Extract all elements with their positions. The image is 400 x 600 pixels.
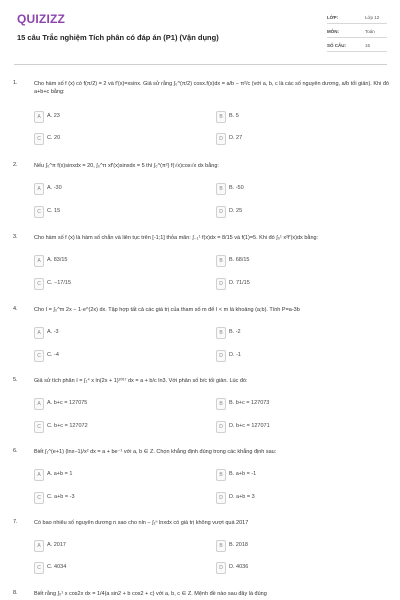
option-text: A. 83/15: [47, 257, 68, 263]
option-letter-badge: D: [216, 278, 226, 290]
option-text: D. 4036: [229, 564, 249, 570]
answer-option-a[interactable]: [34, 183, 204, 195]
question-number: 1.: [13, 80, 18, 86]
answer-option-c[interactable]: [34, 492, 204, 504]
option-text: A. 2017: [47, 542, 66, 548]
option-letter-badge: D: [216, 350, 226, 362]
question-number: 6.: [13, 448, 18, 454]
question-text: Cho hàm số f (x) có f(π/2) = 2 và f'(x)=xsinx. Giả sử rằng ∫₀^(π/2) cosx.f(x)dx = a/b − π²/c (với a, b, c là các số nguyên dương, a/b tối giản). Khi đó a+b+c bằng:: [34, 81, 389, 95]
option-letter-badge: D: [216, 562, 226, 574]
answer-option-b[interactable]: [216, 327, 386, 339]
meta-value: Toán: [365, 29, 375, 34]
option-letter-badge: D: [216, 492, 226, 504]
option-text: C. -4: [47, 352, 59, 358]
option-text: C. 20: [47, 135, 61, 141]
option-letter-badge: C: [34, 133, 44, 145]
answer-option-c[interactable]: [34, 350, 204, 362]
answer-option-a[interactable]: [34, 111, 204, 123]
meta-label: MÔN:: [327, 29, 339, 34]
meta-value: Lớp 12: [365, 15, 380, 20]
option-letter-badge: B: [216, 398, 226, 410]
option-letter-badge: D: [216, 133, 226, 145]
question-text: Giả sử tích phân I = ∫₁⁴ x ln(2x + 1)²⁰¹⁷ dx = a + b/c ln3. Với phân số b/c tối giản. Lúc đó:: [34, 378, 248, 384]
option-text: C. b+c = 127072: [47, 423, 88, 429]
answer-option-a[interactable]: [34, 398, 204, 410]
option-text: C. −17/15: [47, 280, 72, 286]
option-text: D. 25: [229, 208, 243, 214]
option-text: A. a+b = 1: [47, 471, 73, 477]
quizizz-logo[interactable]: QUIZIZZ: [17, 12, 66, 26]
answer-option-a[interactable]: [34, 540, 204, 552]
question-number: 4.: [13, 306, 18, 312]
answer-option-d[interactable]: [216, 421, 386, 433]
question-text: Cho I = ∫₀^m 2x − 1·e^(2x) dx. Tập hợp tất cả các giá trị của tham số m để I < m là khoảng (a;b). Tính P=a-3b: [34, 307, 300, 313]
answer-option-d[interactable]: [216, 562, 386, 574]
meta-value: 15: [365, 43, 371, 48]
option-text: B. 2018: [229, 542, 248, 548]
option-text: D. -1: [229, 352, 241, 358]
answer-option-b[interactable]: [216, 183, 386, 195]
question-number: 7.: [13, 519, 18, 525]
answer-option-a[interactable]: [34, 327, 204, 339]
question-text: Có bao nhiêu số nguyên dương n sao cho nln − ∫₁ⁿ lnxdx có giá trị không vượt quá 2017: [34, 520, 249, 526]
option-letter-badge: B: [216, 111, 226, 123]
option-text: D. 27: [229, 135, 243, 141]
answer-option-a[interactable]: [34, 255, 204, 267]
question-text: Nếu ∫₀^π f(x)sinxdx = 20, ∫₀^π xf'(x)sinxdx = 5 thì ∫₀^(π²) f(√x)cos√x dx bằng:: [34, 163, 219, 169]
document-header: [0, 0, 400, 62]
option-letter-badge: C: [34, 350, 44, 362]
question-text: Cho hàm số f (x) là hàm số chẵn và liên tục trên [-1;1] thỏa mãn: ∫₋₁¹ f(x)dx = 8/15 và f(1)=5. Khi đó ∫₀¹ x²f'(x)dx bằng:: [34, 235, 319, 241]
answer-option-c[interactable]: [34, 421, 204, 433]
option-letter-badge: A: [34, 255, 44, 267]
option-letter-badge: B: [216, 469, 226, 481]
answer-option-d[interactable]: [216, 206, 386, 218]
meta-row-subject: [327, 28, 387, 38]
option-text: D. 71/15: [229, 280, 250, 286]
option-letter-badge: C: [34, 421, 44, 433]
answer-option-c[interactable]: [34, 562, 204, 574]
option-letter-badge: A: [34, 469, 44, 481]
answer-option-c[interactable]: [34, 133, 204, 145]
option-letter-badge: A: [34, 183, 44, 195]
option-text: C. 4034: [47, 564, 67, 570]
option-letter-badge: C: [34, 206, 44, 218]
option-letter-badge: A: [34, 327, 44, 339]
option-letter-badge: D: [216, 206, 226, 218]
option-letter-badge: A: [34, 398, 44, 410]
option-letter-badge: A: [34, 540, 44, 552]
answer-option-d[interactable]: [216, 133, 386, 145]
meta-row-count: [327, 42, 387, 52]
option-text: A. 23: [47, 113, 60, 119]
meta-label: LỚP:: [327, 15, 339, 20]
option-text: B. 5: [229, 113, 239, 119]
option-text: D. b+c = 127071: [229, 423, 270, 429]
meta-row-class: [327, 14, 387, 24]
header-divider: [14, 64, 387, 65]
option-text: B. -50: [229, 185, 244, 191]
answer-option-a[interactable]: [34, 469, 204, 481]
option-text: B. 68/15: [229, 257, 250, 263]
answer-option-b[interactable]: [216, 111, 386, 123]
question-number: 3.: [13, 234, 18, 240]
option-text: A. -30: [47, 185, 62, 191]
option-letter-badge: D: [216, 421, 226, 433]
question-number: 5.: [13, 377, 18, 383]
answer-option-b[interactable]: [216, 540, 386, 552]
meta-label: SỐ CÂU:: [327, 43, 346, 48]
option-text: A. b+c = 127075: [47, 400, 88, 406]
option-text: C. 15: [47, 208, 61, 214]
option-text: D. a+b = 3: [229, 494, 255, 500]
answer-option-d[interactable]: [216, 492, 386, 504]
option-letter-badge: B: [216, 327, 226, 339]
answer-option-c[interactable]: [34, 206, 204, 218]
answer-option-b[interactable]: [216, 469, 386, 481]
answer-option-b[interactable]: [216, 398, 386, 410]
question-number: 2.: [13, 162, 18, 168]
page-title: 15 câu Trắc nghiệm Tích phân có đáp án (P1) (Vận dụng): [17, 33, 219, 42]
option-letter-badge: B: [216, 255, 226, 267]
option-text: B. a+b = -1: [229, 471, 257, 477]
option-text: B. -2: [229, 329, 241, 335]
option-letter-badge: C: [34, 278, 44, 290]
answer-option-c[interactable]: [34, 278, 204, 290]
question-text: Biết rằng ∫₀¹ x cos2x dx = 1/4(a sin2 + b cos2 + c) với a, b, c ∈ Z. Mệnh đề nào sau đây là đúng: [34, 591, 267, 597]
option-letter-badge: C: [34, 562, 44, 574]
question-text: Biết ∫₁^(e+1) (lnx−1)/x² dx = a + be⁻¹ với a, b ∈ Z. Chọn khẳng định đúng trong các khẳng định sau:: [34, 449, 277, 455]
answer-option-d[interactable]: [216, 278, 386, 290]
option-letter-badge: B: [216, 183, 226, 195]
option-letter-badge: C: [34, 492, 44, 504]
option-letter-badge: B: [216, 540, 226, 552]
answer-option-d[interactable]: [216, 350, 386, 362]
option-text: A. -3: [47, 329, 59, 335]
option-letter-badge: A: [34, 111, 44, 123]
option-text: B. b+c = 127073: [229, 400, 270, 406]
question-number: 8.: [13, 590, 18, 596]
option-text: C. a+b = -3: [47, 494, 75, 500]
answer-option-b[interactable]: [216, 255, 386, 267]
